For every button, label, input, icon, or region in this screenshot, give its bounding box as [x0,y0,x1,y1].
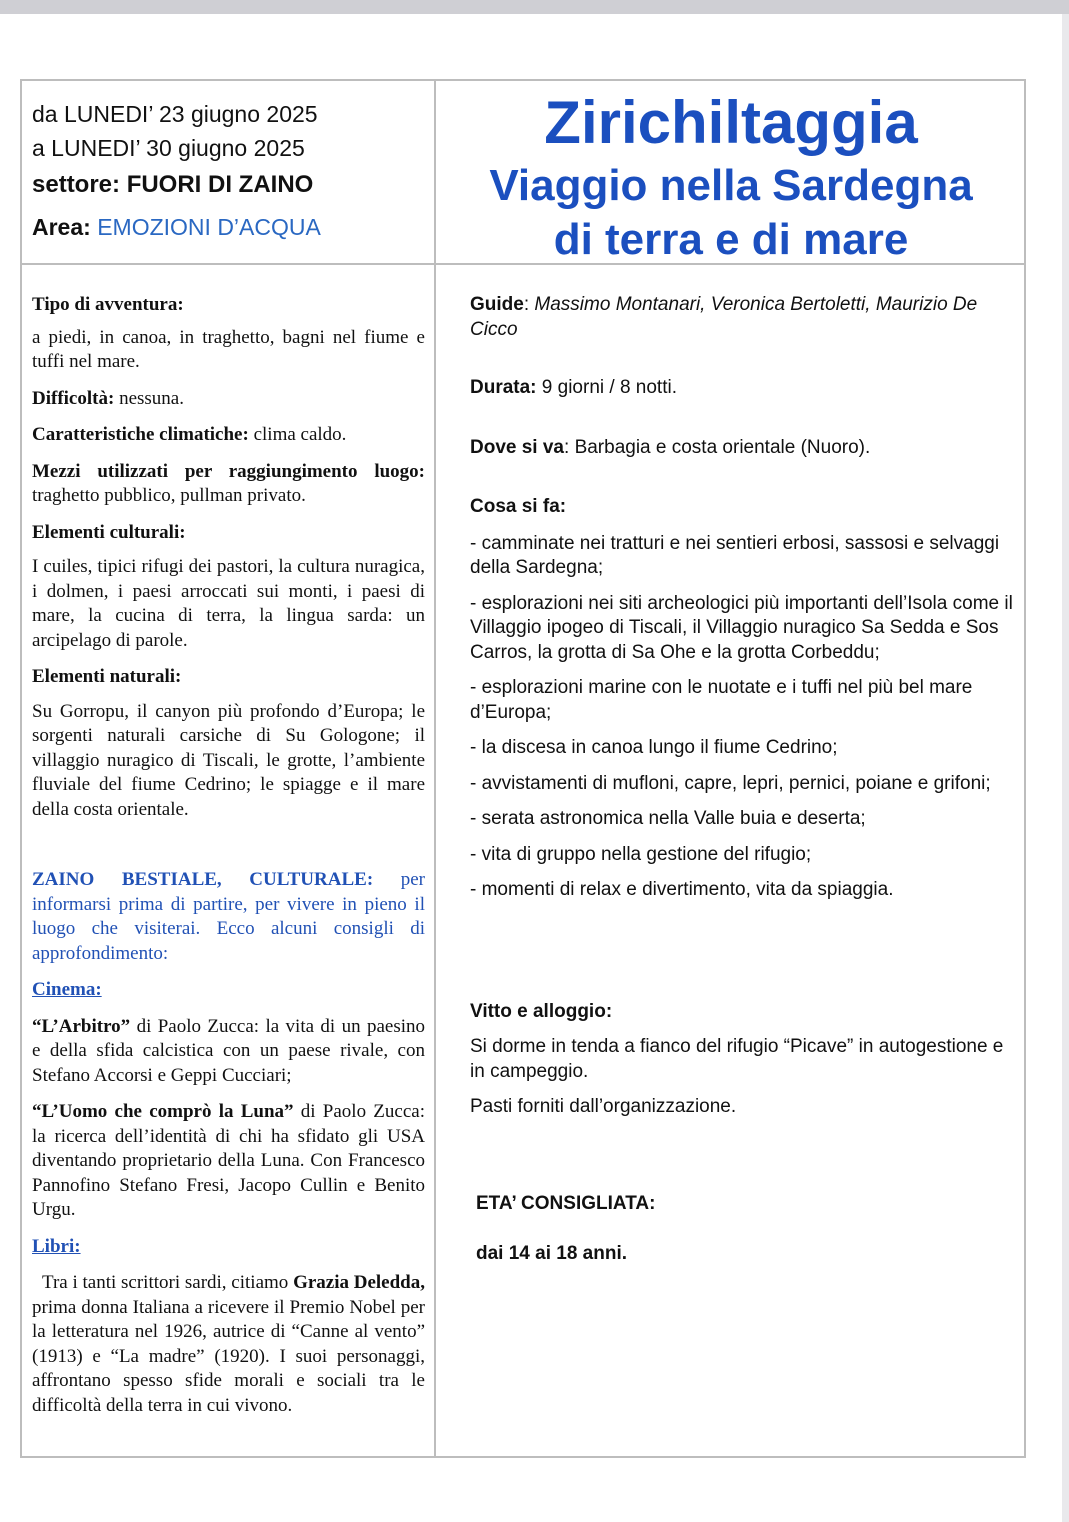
list-item: - vita di gruppo nella gestione del rifugio; [470,843,812,865]
eta-label: ETA’ CONSIGLIATA: [476,1192,656,1214]
difficolta-label: Difficoltà: [32,387,115,409]
sector: settore: FUORI DI ZAINO [32,171,314,198]
area-value: EMOZIONI D’ACQUA [97,214,321,240]
cosa-list [470,532,1022,903]
page-title: Zirichiltaggia [544,89,918,156]
libri-intro: Tra i tanti scrittori sardi, citiamo [42,1272,289,1293]
date-from: da LUNEDI’ 23 giugno 2025 [32,101,318,127]
area-label: Area: [32,214,91,240]
list-item: - esplorazioni marine con le nuotate e i tuffi nel più bel mare d’Europa; [470,677,973,723]
naturali-text: Su Gorropu, il canyon più profondo d’Europa; le sorgenti naturali carsiche di Su Gologone; il villaggio nuragico di Tiscali, le grotte, l’ambiente fluviale del fiume Cedrino; le spiagge e il mare della costa orientale. [32,700,425,820]
film2-title: “L’Uomo che comprò la Luna” [32,1101,294,1122]
guide-text: Massimo Montanari, Veronica Bertoletti, Maurizio De Cicco [470,294,978,340]
list-item: - momenti di relax e divertimento, vita da spiaggia. [470,879,894,900]
durata-label: Durata: [470,377,537,398]
mezzi-label: Mezzi utilizzati per raggiungimento luogo: [32,460,425,482]
vitto-text-2: Pasti forniti dall’organizzazione. [470,1096,737,1117]
film2-text: di Paolo Zucca: la ricerca dell’identità di chi ha sfidato gli USA diventando proprietario della Luna. Con Francesco Pannofino Stefano Fresi, Jacopo Cullin e Benito Urgu. [32,1101,425,1220]
left-column [32,293,425,1430]
libri-text: prima donna Italiana a ricevere il Premio Nobel per la letteratura nel 1926, autrice di “Canne al vento” (1913) e “La madre” (1920). I suoi personaggi, affrontano spesso sfide morali e sociali tra le difficoltà della terra in cui vivono. [32,1296,425,1416]
tipo-label: Tipo di avventura: [32,294,184,315]
guide: Guide: Massimo Montanari, Veronica Bertoletti, Maurizio De Cicco [470,294,978,340]
film1-text: di Paolo Zucca: la vita di un paesino e della sfida calcistica con un paese rivale, con Stefano Accorsi e Geppi Cucciari; [32,1015,426,1086]
zaino-text: per informarsi prima di partire, per vivere in pieno il luogo che visiterai. Ecco alcuni consigli di approfondimento: [32,869,426,964]
eta-text: dai 14 ai 18 anni. [476,1243,628,1264]
right-column [470,293,1022,1278]
guide-label: Guide [470,294,524,315]
culturali-label: Elementi culturali: [32,521,186,543]
culturali-text: I cuiles, tipici rifugi dei pastori, la cultura nuragica, i dolmen, i paesi arroccati sui monti, i paesi di mare, la cucina di terra, la lingua sarda: un arcipelago di parole. [32,556,425,651]
list-item: - la discesa in canoa lungo il fiume Cedrino; [470,737,838,758]
document-page [0,14,1062,1522]
header-info [32,97,427,245]
subtitle-2: di terra e di mare [553,215,909,264]
naturali-label: Elementi naturali: [32,666,182,687]
date-to: a LUNEDI’ 30 giugno 2025 [32,135,305,161]
tipo-text: a piedi, in canoa, in traghetto, bagni nel fiume e tuffi nel mare. [32,326,425,372]
durata [470,376,1022,401]
list-item: - serata astronomica nella Valle buia e deserta; [470,808,866,829]
dove-text: Barbagia e costa orientale (Nuoro). [574,436,871,458]
vitto-label: Vitto e alloggio: [470,1000,613,1022]
film1-title: “L’Arbitro” [32,1015,131,1037]
list-item: - avvistamenti di mufloni, capre, lepri, pernici, poiane e grifoni; [470,772,991,794]
list-item: - esplorazioni nei siti archeologici più importanti dell’Isola come il Villaggio ipogeo di Tiscali, il Villaggio nuragico Sa Sedda e Sos Carros, la grotta di Sa Ohe e la grotta Corbeddu; [470,592,1013,663]
vitto-text-1: Si dorme in tenda a fianco del rifugio “Picave” in autogestione e in campeggio. [470,1036,1004,1082]
cinema-label: Cinema: [32,979,102,1000]
top-bar [0,0,1069,14]
clima-label: Caratteristiche climatiche: [32,424,249,445]
list-item: - camminate nei tratturi e nei sentieri erbosi, sassosi e selvaggi della Sardegna; [470,532,1000,578]
area [32,209,427,245]
difficolta-text: nessuna. [119,387,184,409]
dove: Dove si va: Barbagia e costa orientale (Nuoro). [470,436,871,458]
libri-author: Grazia Deledda, [293,1272,425,1293]
subtitle-1: Viaggio nella Sardegna [489,161,973,210]
header-title [436,87,1026,267]
dove-label: Dove si va [470,436,564,458]
clima-text: clima caldo. [253,424,347,445]
durata-text: 9 giorni / 8 notti. [541,377,677,398]
mezzi-text: traghetto pubblico, pullman privato. [32,485,306,506]
info-table [20,79,1026,1458]
zaino-label: ZAINO BESTIALE, CULTURALE: [32,869,374,890]
cosa-label: Cosa si fa: [470,496,567,517]
libri-label: Libri: [32,1235,81,1257]
column-divider [434,81,436,1456]
